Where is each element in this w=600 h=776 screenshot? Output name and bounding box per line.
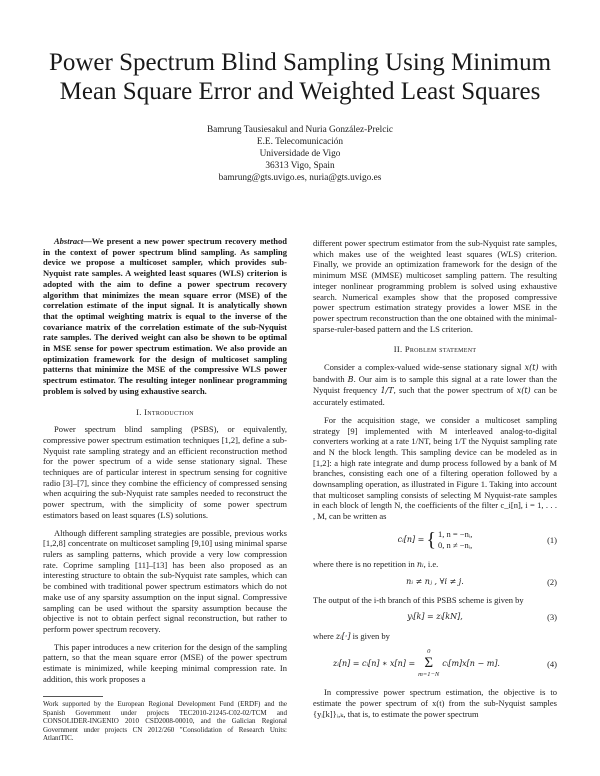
eq4-summation	[418, 648, 439, 679]
author-names: Bamrung Tausiesakul and Nuria González-Prelcic	[206, 125, 394, 135]
eq1-case-1: 1, n = −nᵢ,	[437, 528, 473, 539]
eq2-body: nᵢ ≠ nⱼ , ∀i ≠ j.	[406, 576, 464, 586]
problem-paragraph-1: Consider a complex-valued wide-sense stationary signal x(t) with bandwith B. Our aim is to sample this signal at a rate lower than the Nyquist frequency 1/T, such that the power spectrum of x(t) can be accurately estimated.	[313, 362, 558, 408]
eq3-body: yᵢ[k] = zᵢ[kN],	[407, 611, 463, 621]
right-column	[313, 238, 557, 727]
eq1-number: (1)	[547, 534, 557, 545]
intro-paragraph-3-continued: different power spectrum estimator from the sub-Nyquist rate samples, which makes use of the weighted least squares (WLS) criterion. Finally, we provide an optimization framework for the design of the minimum MSE (MMSE) multicoset sampling pattern. The resulting integer nonlinear programming problem is solved using exhaustive search. Numerical examples show that the proposed compressive power spectrum estimation strategy provides a lower MSE in the power spectrum reconstruction than the one obtained with the minimal-sparse-ruler-based pattern and the LS criterion.	[313, 238, 557, 334]
eq2-number: (2)	[547, 576, 557, 587]
eq4-sigma: Σ	[424, 655, 434, 672]
abstract	[43, 236, 287, 397]
intro-paragraph-3: This paper introduces a new criterion for the design of the sampling pattern, so that the mean square error (MSE) of the power spectrum estimate is minimized, while keeping minimal compression rate. In addition, this work proposes a	[43, 641, 287, 684]
author-emails: bamrung@gts.uvigo.es, nuria@gts.uvigo.es	[218, 173, 382, 183]
problem-paragraph-2: For the acquisition stage, we consider a multicoset sampling strategy [9] implemented with M interleaved analog-to-digital converters working at a rate 1/NT, being 1/T the Nyquist sampling rate and N the block length. This sampling device can be modeled as in [1,2]: a high rate integrate and dump process followed by a bank of M branches, consisting each one of a filtering operation followed by a downsampling operation, as illustrated in Figure 1. Taking into account that multicoset sampling consists of selecting M Nyquist-rate samples in each block of length N, the coefficients of the filter c_i[n], i = 1, . . . , M, can be written as	[313, 414, 557, 522]
footnote-divider	[43, 696, 103, 697]
abstract-text: —We present a new power spectrum recovery method in the context of power spectrum blind sampling. As sampling device we propose a multicoset sampler, which provides sub-Nyquist rate samples. A weighted least squares (WLS) criterion is adopted with the aim to define a power spectrum recovery algorithm that minimizes the mean square error (MSE) of the correlation estimate of the input signal. It is analytically shown that the optimal weighting matrix is equal to the inverse of the covariance matrix of the correlation estimate of the sub-Nyquist rate samples. The derived weight can also be shown to be optimal in MSE sense for power spectrum estimation. We also provide an optimization framework for the design of multicoset sampling patterns that minimize the MSE of the compressive WLS power spectrum estimator. The resulting integer nonlinear programming problem is solved by using exhaustive search.	[43, 236, 287, 396]
title-line-1: Power Spectrum Blind Sampling Using Minimum	[48, 49, 552, 76]
eq4-number: (4)	[547, 658, 557, 669]
affiliation-dept: E.E. Telecomunicación	[256, 137, 344, 147]
paper-title	[30, 48, 570, 106]
footnote-text: Work supported by the European Regional Development Fund (ERDF) and the Spanish Government under projects TEC2010-21245-C02-02/TCM and CONSOLIDER-INGENIO 2010 CSD2008-00010, and the Galician Regional Government under projects CN 2012/260 "Consolidation of Research Units: AtlantTIC.	[43, 700, 287, 743]
intro-paragraph-2: Although different sampling strategies are possible, previous works [1,2,8] concentrate on multicoset sampling [9,10] using minimal sparse rulers as sampling patterns, which provide a very low compression rate. Coprime sampling [11]–[13] has been also proposed as an interesting structure to obtain the sub-Nyquist rate samples, which can be combined with traditional power spectrum estimators which do not make use of any sparsity assumption on the input signal. Compressive sampling can be used without the sparsity assumption because the objective is not to obtain perfect signal reconstruction, but rather to perform power spectrum recovery.	[43, 527, 287, 634]
eq4-lhs: zᵢ[n] = cᵢ[n] ∗ x[n] =	[333, 658, 416, 668]
problem-paragraph-4: The output of the i-th branch of this PSBS scheme is given by	[313, 595, 524, 606]
affiliation-city: 36313 Vigo, Spain	[265, 161, 335, 171]
equation-3	[313, 612, 557, 623]
equation-2	[313, 577, 557, 588]
left-column	[43, 236, 287, 691]
equation-4	[313, 648, 557, 679]
intro-paragraph-1: Power spectrum blind sampling (PSBS), or equivalently, compressive power spectrum estimation techniques [1,2], define a sub-Nyquist rate sampling strategy and an efficient reconstruction method for the power spectrum of a wide sense stationary signal. These techniques are of particular interest in spectrum sensing for cognitive radio [3]–[7], since they combine the efficiency of compressed sensing when acquiring the sub-Nyquist rate samples needed to reconstruct the power spectrum, with the simplicity of some power spectrum estimators based on least squares (LS) solutions.	[43, 424, 287, 520]
equation-1	[313, 529, 557, 551]
section-heading-problem: II. Problem statement	[393, 344, 477, 355]
section-heading-introduction: I. Introduction	[136, 406, 194, 417]
eq4-upper-limit: 0	[427, 648, 431, 656]
eq4-lower-limit: m=1−N	[418, 671, 440, 679]
eq1-brace: {	[426, 528, 436, 551]
eq1-lhs: cᵢ[n] =	[397, 534, 425, 544]
footnote	[43, 700, 287, 743]
problem-paragraph-6: In compressive power spectrum estimation, the objective is to estimate the power spectrum of x(t) from the sub-Nyquist samples {yᵢ[k]}ᵢ,ₖ, that is, to estimate the power spectrum	[313, 687, 557, 719]
title-line-2: Mean Square Error and Weighted Least Squares	[59, 78, 541, 105]
author-block	[100, 124, 500, 184]
abstract-lead: Abstract	[54, 236, 84, 246]
eq1-case-2: 0, n ≠ −nᵢ,	[437, 539, 473, 550]
problem-paragraph-3: where there is no repetition in nᵢ, i.e.	[313, 558, 439, 569]
affiliation-university: Universidade de Vigo	[259, 149, 341, 159]
eq4-rhs: cᵢ[m]x[n − m].	[442, 658, 500, 668]
problem-paragraph-5: where zᵢ[·] is given by	[313, 630, 390, 641]
eq3-number: (3)	[547, 611, 557, 622]
eq1-cases	[438, 529, 472, 551]
